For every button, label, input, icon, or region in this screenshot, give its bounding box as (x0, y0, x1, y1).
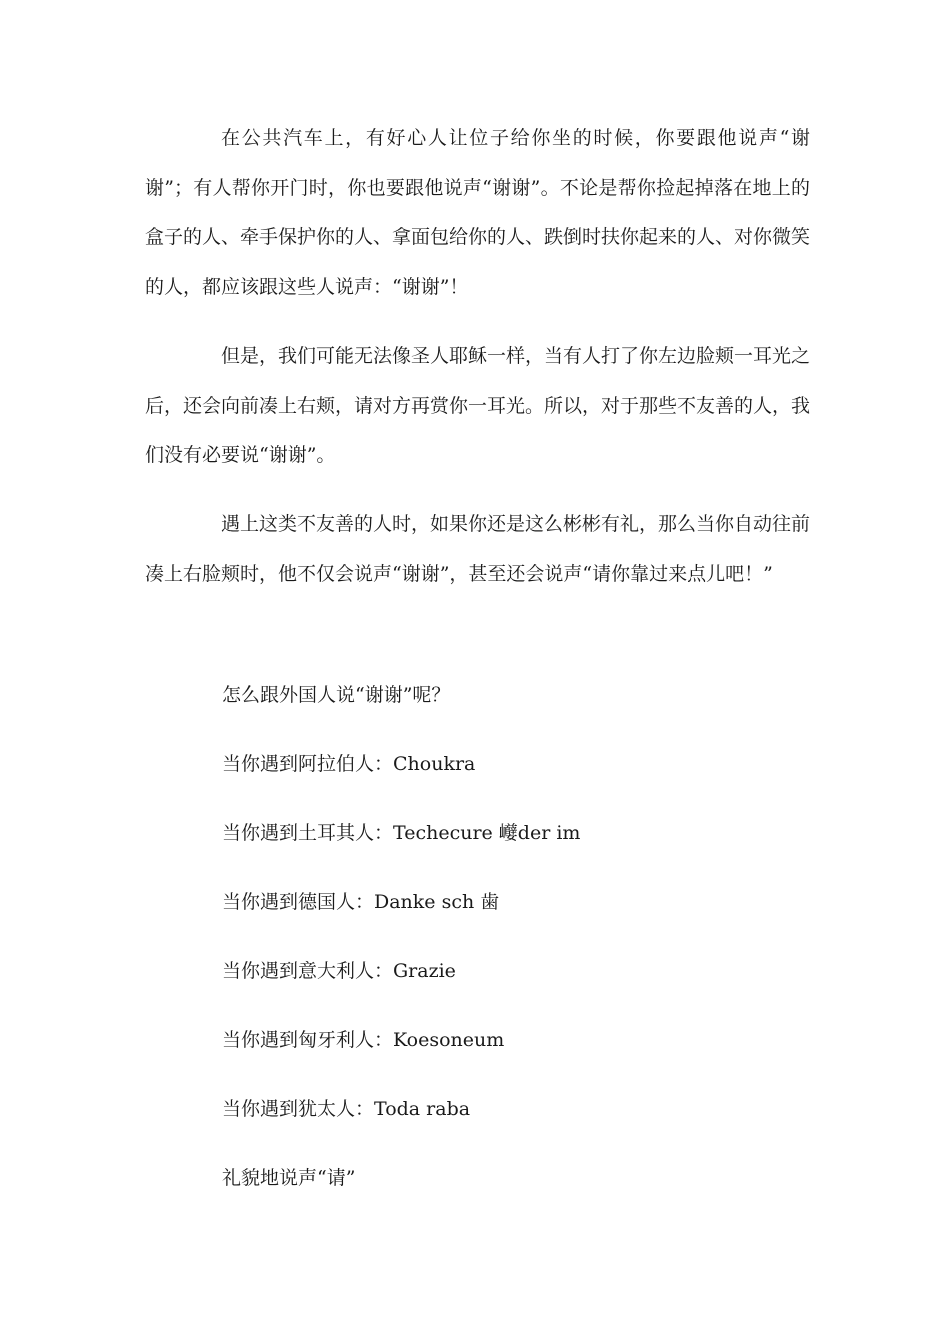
paragraph-thanks-situations: 在公共汽车上，有好心人让位子给你坐的时候，你要跟他说声“谢谢”；有人帮你开门时，你也要跟他说声“谢谢”。不论是帮你捡起掉落在地上的盒子的人、牵手保护你的人、拿面包给你的人、跌倒时扶你起来的人、对你微笑的人，都应该跟这些人说声：“谢谢”！ (145, 127, 811, 298)
paragraph-unfriendly-people: 遇上这类不友善的人时，如果你还是这么彬彬有礼，那么当你自动往前凑上右脸颊时，他不仅会说声“谢谢”，甚至还会说声“请你靠过来点儿吧！” (145, 513, 811, 585)
paragraph-jesus-example: 但是，我们可能无法像圣人耶稣一样，当有人打了你左边脸颊一耳光之后，还会向前凑上右颊，请对方再赏你一耳光。所以，对于那些不友善的人，我们没有必要说“谢谢”。 (145, 345, 811, 466)
list-item-turkish: 当你遇到土耳其人：Techecure 巕der im (222, 822, 581, 844)
list-item-hungarian: 当你遇到匈牙利人：Koesoneum (222, 1029, 505, 1051)
heading-say-please: 礼貌地说声“请” (222, 1167, 356, 1189)
list-item-german: 当你遇到德国人：Danke sch 歯 (222, 891, 500, 913)
list-item-italian: 当你遇到意大利人：Grazie (222, 960, 456, 982)
heading-foreign-thanks: 怎么跟外国人说“谢谢”呢？ (222, 684, 451, 706)
list-item-hebrew: 当你遇到犹太人：Toda raba (222, 1098, 471, 1120)
list-item-arabic: 当你遇到阿拉伯人：Choukra (222, 753, 476, 775)
